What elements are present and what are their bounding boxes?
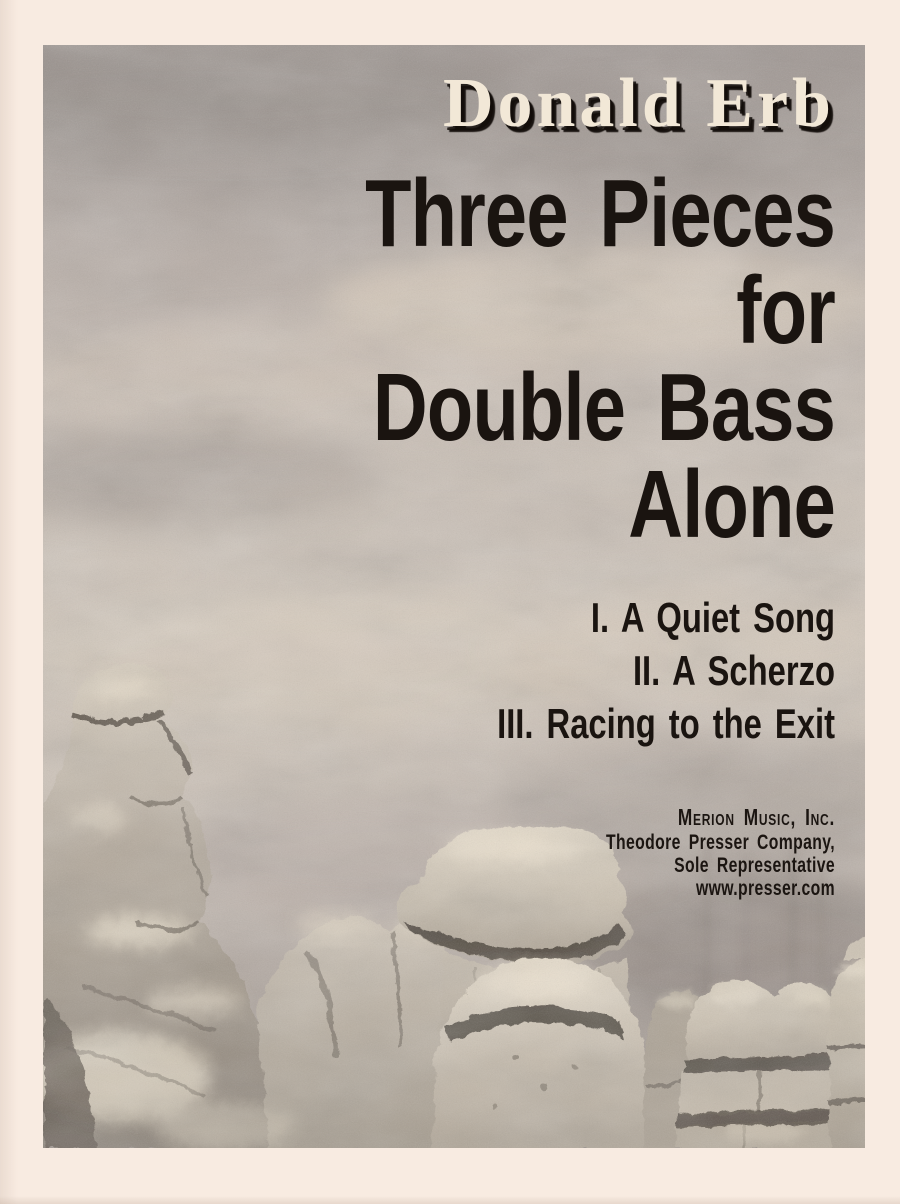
publisher-company: Theodore Presser Company, <box>606 831 835 854</box>
title-line-3: Double Bass <box>372 354 835 461</box>
movement-2: II. A Scherzo <box>632 647 835 694</box>
publisher-website: www.presser.com <box>696 877 835 900</box>
work-title <box>155 160 835 558</box>
composer-name: Donald Erb <box>442 65 835 142</box>
publisher-name: Merion Music, Inc. <box>677 804 835 830</box>
publisher-role: Sole Representative <box>674 854 835 877</box>
movement-1: I. A Quiet Song <box>590 594 835 641</box>
movement-3: III. Racing to the Exit <box>497 700 835 747</box>
title-line-4: Alone <box>628 451 835 558</box>
title-line-2: for <box>736 257 835 364</box>
title-line-1: Three Pieces <box>365 160 835 267</box>
publisher-imprint <box>415 806 835 900</box>
movements-list <box>275 591 835 750</box>
